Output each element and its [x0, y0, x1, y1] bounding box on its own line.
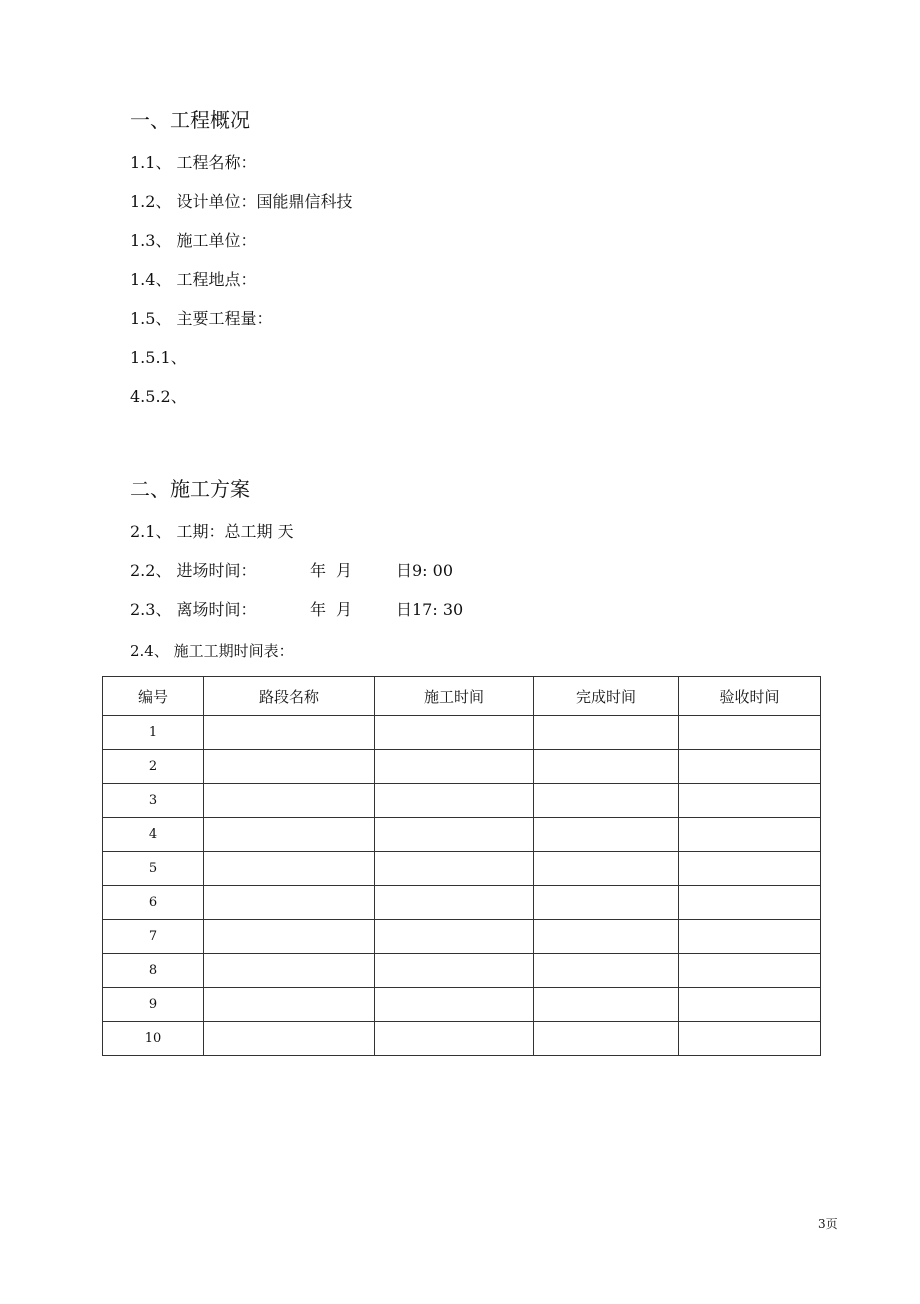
cell-start-time	[375, 784, 534, 818]
row-number: 4	[103, 818, 204, 852]
cell-section-name	[204, 1022, 375, 1056]
cell-acceptance-time	[679, 716, 821, 750]
cell-start-time	[375, 818, 534, 852]
item-1-5-1: 1.5.1、	[130, 348, 187, 367]
cell-finish-time	[534, 920, 679, 954]
cell-start-time	[375, 886, 534, 920]
cell-section-name	[204, 716, 375, 750]
entry-day: 日9: 00	[396, 561, 454, 580]
cell-finish-time	[534, 954, 679, 988]
item-project-location: 1.4、 工程地点：	[130, 270, 257, 289]
exit-label: 2.3、 离场时间：	[130, 600, 257, 619]
cell-finish-time	[534, 852, 679, 886]
row-number: 3	[103, 784, 204, 818]
item-project-name: 1.1、 工程名称：	[130, 153, 257, 172]
cell-finish-time	[534, 716, 679, 750]
cell-section-name	[204, 852, 375, 886]
cell-acceptance-time	[679, 784, 821, 818]
page-number: 3页	[818, 1217, 838, 1231]
cell-acceptance-time	[679, 954, 821, 988]
cell-section-name	[204, 954, 375, 988]
cell-section-name	[204, 750, 375, 784]
cell-acceptance-time	[679, 886, 821, 920]
col-header-start-time: 施工时间	[375, 677, 534, 716]
col-header-number: 编号	[103, 677, 204, 716]
entry-year: 年	[310, 561, 327, 580]
entry-label: 2.2、 进场时间：	[130, 561, 257, 580]
cell-acceptance-time	[679, 852, 821, 886]
cell-finish-time	[534, 1022, 679, 1056]
table-row	[103, 1022, 821, 1056]
exit-year: 年	[310, 600, 327, 619]
table-row	[103, 988, 821, 1022]
table-row	[103, 886, 821, 920]
table-row	[103, 954, 821, 988]
col-header-finish-time: 完成时间	[534, 677, 679, 716]
exit-month: 月	[336, 600, 353, 619]
table-row	[103, 784, 821, 818]
row-number: 1	[103, 716, 204, 750]
row-number: 2	[103, 750, 204, 784]
item-construction-unit: 1.3、 施工单位：	[130, 231, 257, 250]
cell-section-name	[204, 920, 375, 954]
table-caption: 2.4、 施工工期时间表：	[130, 642, 294, 660]
col-header-acceptance-time: 验收时间	[679, 677, 821, 716]
cell-start-time	[375, 988, 534, 1022]
row-number: 9	[103, 988, 204, 1022]
row-number: 6	[103, 886, 204, 920]
item-4-5-2: 4.5.2、	[130, 387, 187, 406]
item-period: 2.1、 工期：总工期 天	[130, 522, 294, 541]
cell-start-time	[375, 716, 534, 750]
row-number: 5	[103, 852, 204, 886]
entry-month: 月	[336, 561, 353, 580]
row-number: 7	[103, 920, 204, 954]
table-header-row	[103, 677, 821, 716]
cell-start-time	[375, 954, 534, 988]
section-1-heading: 一、工程概况	[130, 108, 250, 132]
cell-finish-time	[534, 784, 679, 818]
cell-finish-time	[534, 988, 679, 1022]
cell-section-name	[204, 988, 375, 1022]
cell-finish-time	[534, 886, 679, 920]
col-header-section-name: 路段名称	[204, 677, 375, 716]
cell-acceptance-time	[679, 750, 821, 784]
exit-day: 日17: 30	[396, 600, 464, 619]
cell-section-name	[204, 784, 375, 818]
cell-start-time	[375, 1022, 534, 1056]
cell-acceptance-time	[679, 1022, 821, 1056]
row-number: 10	[103, 1022, 204, 1056]
cell-start-time	[375, 920, 534, 954]
cell-finish-time	[534, 818, 679, 852]
table-row	[103, 852, 821, 886]
table-row	[103, 750, 821, 784]
item-design-unit: 1.2、 设计单位：国能鼎信科技	[130, 192, 353, 211]
cell-start-time	[375, 852, 534, 886]
cell-section-name	[204, 886, 375, 920]
cell-section-name	[204, 818, 375, 852]
cell-finish-time	[534, 750, 679, 784]
schedule-table	[102, 676, 821, 1056]
table-row	[103, 920, 821, 954]
cell-acceptance-time	[679, 988, 821, 1022]
cell-acceptance-time	[679, 920, 821, 954]
row-number: 8	[103, 954, 204, 988]
cell-acceptance-time	[679, 818, 821, 852]
item-main-quantities: 1.5、 主要工程量：	[130, 309, 273, 328]
table-row	[103, 818, 821, 852]
cell-start-time	[375, 750, 534, 784]
table-row	[103, 716, 821, 750]
section-2-heading: 二、施工方案	[130, 477, 250, 501]
